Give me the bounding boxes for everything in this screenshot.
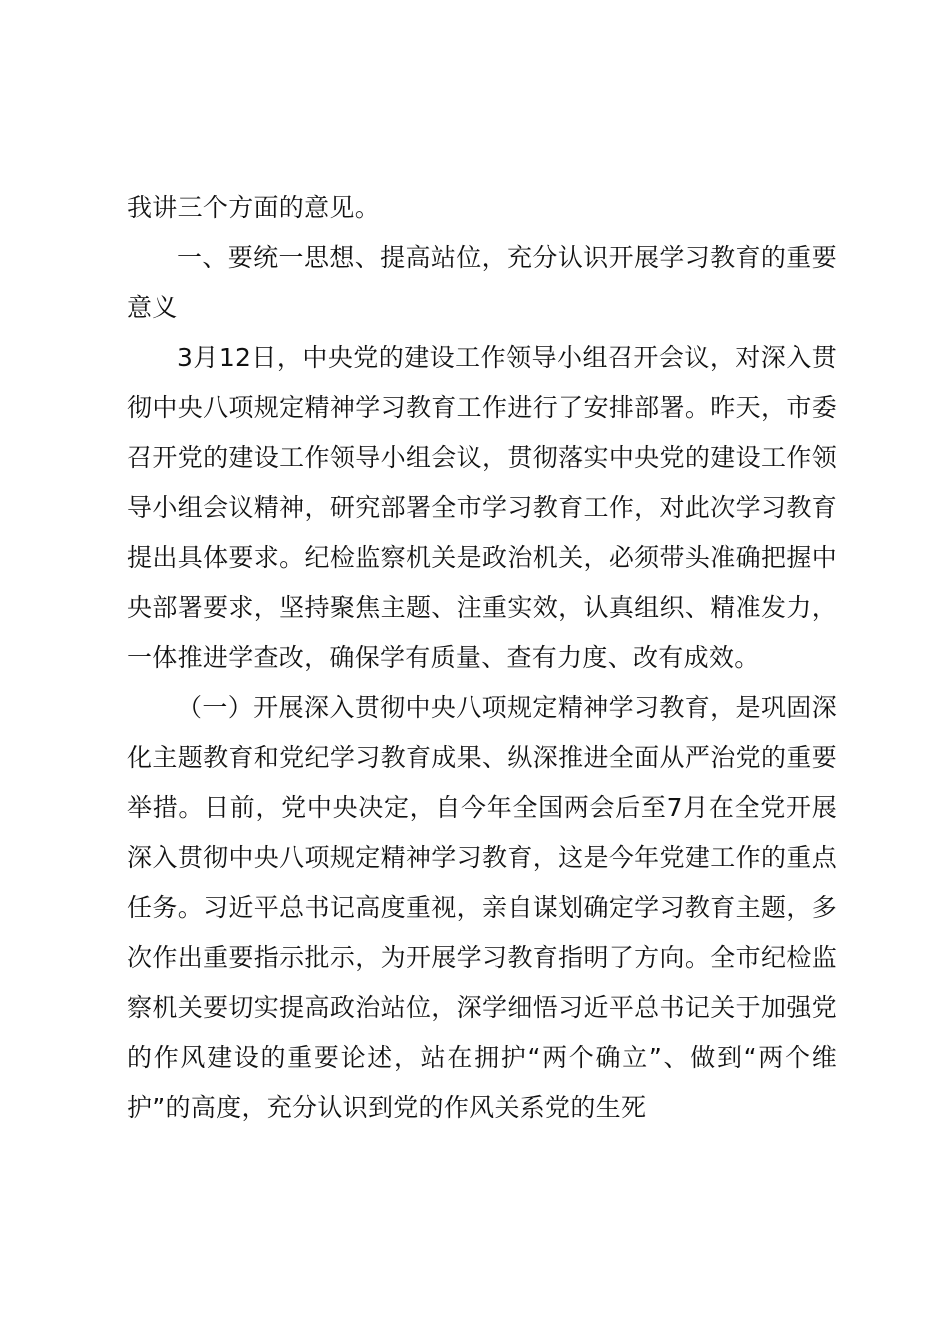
section-heading-1: 一、要统一思想、提高站位，充分认识开展学习教育的重要意义 [127,243,837,322]
body-paragraph-2: （一）开展深入贯彻中央八项规定精神学习教育，是巩固深化主题教育和党纪学习教育成果、纵深推进全面从严治党的重要举措。日前，党中央决定，自今年全国两会后至7月在全党开展深入贯彻中央八项规定精神学习教育，这是今年党建工作的重点任务。习近平总书记高度重视，亲自谋划确定学习教育主题，多次作出重要指示批示，为开展学习教育指明了方向。全市纪检监察机关要切实提高政治站位，深学细悟习近平总书记关于加强党的作风建设的重要论述，站在拥护“两个确立”、做到“两个维护”的高度，充分认识到党的作风关系党的生死 [127,693,837,1122]
body-paragraph-1: 3月12日，中央党的建设工作领导小组召开会议，对深入贯彻中央八项规定精神学习教育工作进行了安排部署。昨天，市委召开党的建设工作领导小组会议，贯彻落实中央党的建设工作领导小组会议精神，研究部署全市学习教育工作，对此次学习教育提出具体要求。纪检监察机关是政治机关，必须带头准确把握中央部署要求，坚持聚焦主题、注重实效，认真组织、精准发力，一体推进学查改，确保学有质量、查有力度、改有成效。 [127,343,837,672]
opening-paragraph: 我讲三个方面的意见。 [127,193,381,222]
document-body [127,183,837,1133]
